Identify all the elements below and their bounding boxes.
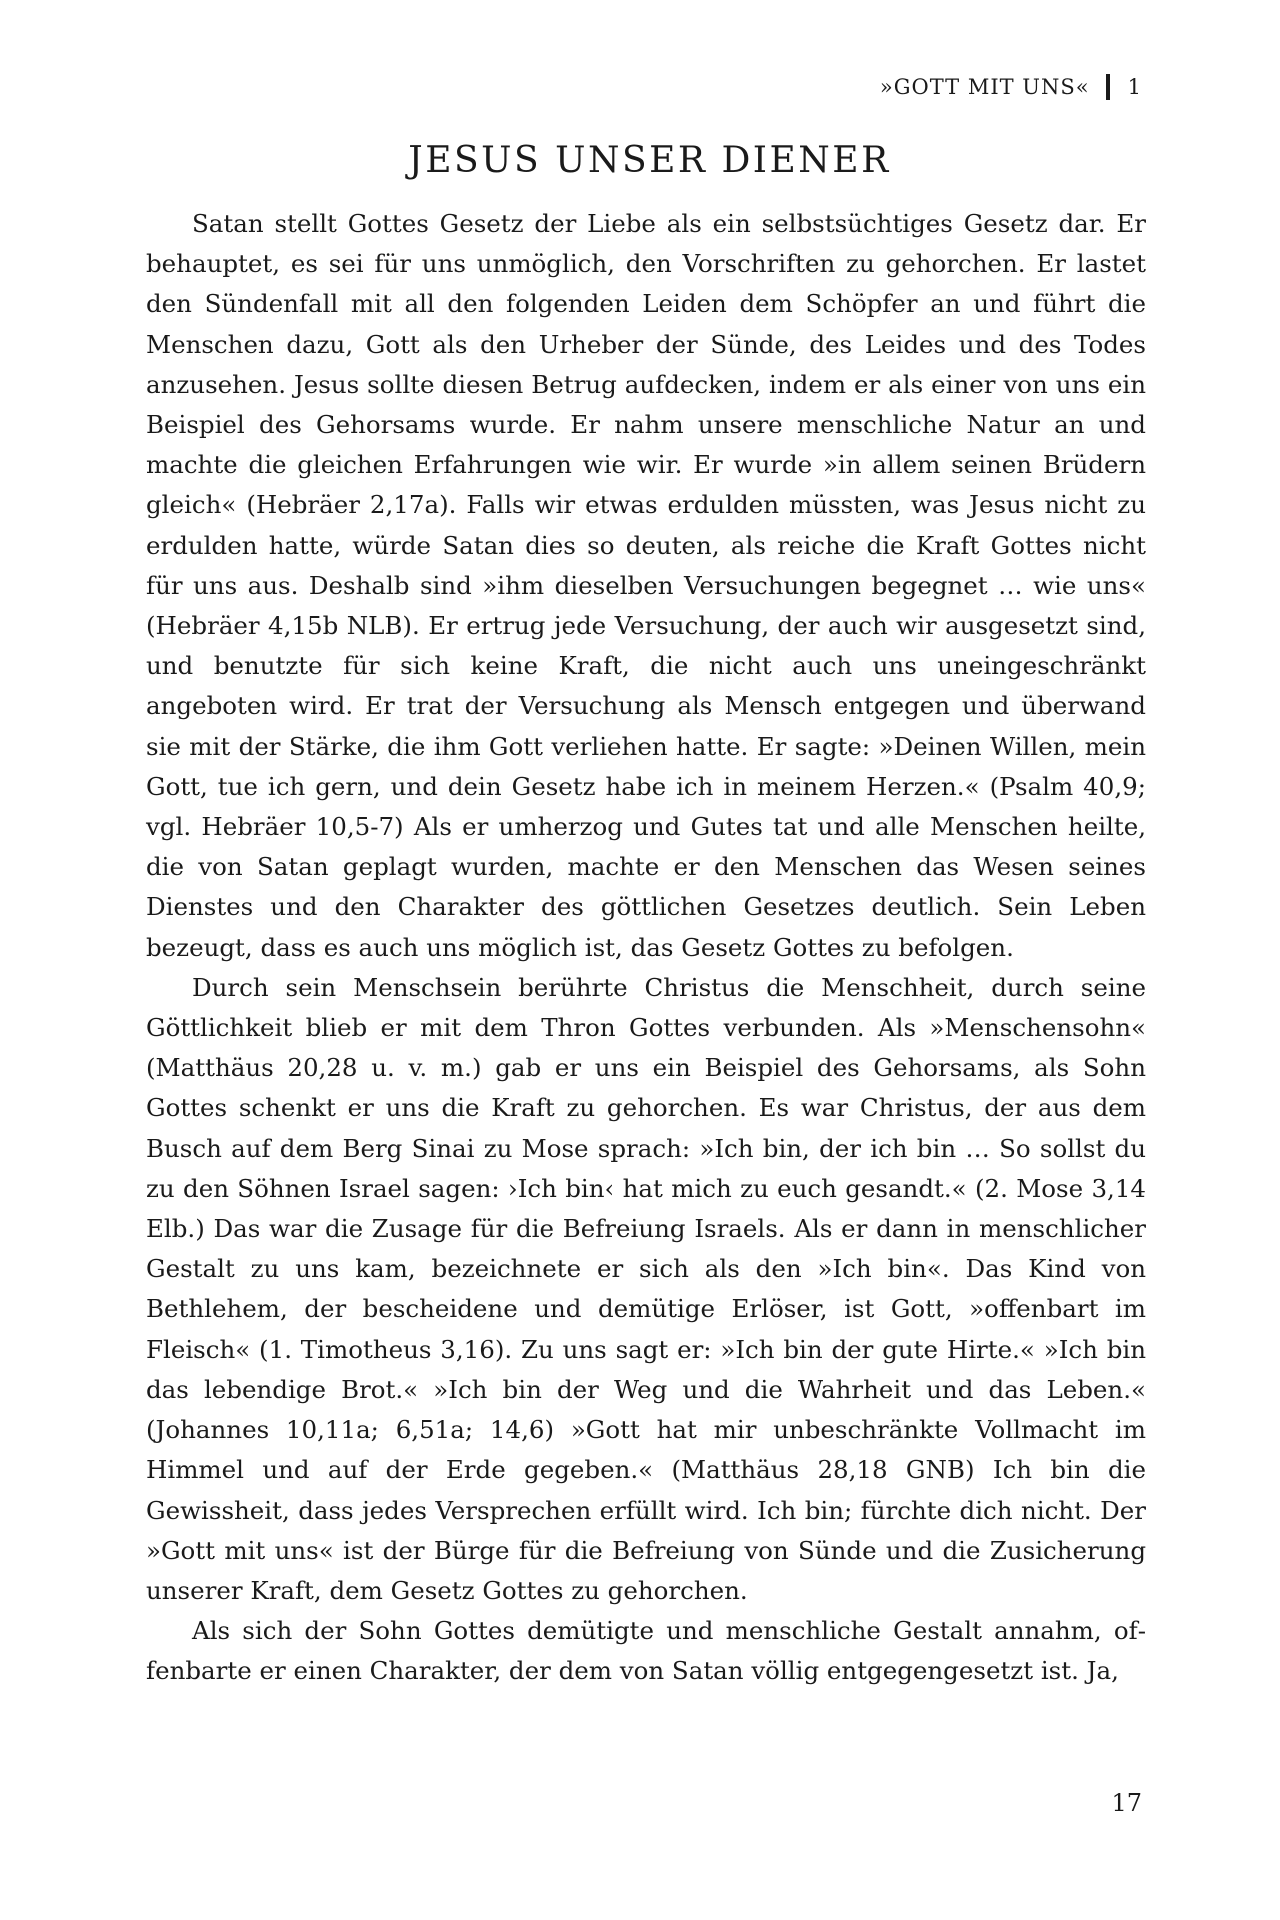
running-title: »GOTT MIT UNS«	[879, 75, 1090, 99]
chapter-title: JESUS UNSER DIENER	[408, 140, 891, 181]
running-head	[880, 72, 1142, 102]
chapter-number: 1	[1127, 75, 1142, 99]
paragraph-1: Satan stellt Gottes Gesetz der Liebe als ein selbstsüchtiges Gesetz dar. Er behauptet, es sei für uns unmöglich, den Vorschriften zu gehorchen. Er lastet den Sündenfall mit all den folgenden Leiden dem Schöpfer an und führt die Menschen dazu, Gott als den Urheber der Sünde, des Leides und des Todes anzusehen. Jesus sollte diesen Betrug aufdecken, indem er als einer von uns ein Beispiel des Gehorsams wurde. Er nahm unsere menschliche Natur an und machte die gleichen Erfahrungen wie wir. Er wurde »in allem seinen Brüdern gleich« (Hebräer 2,17a). Falls wir etwas erdulden müssten, was Jesus nicht zu erdulden hatte, würde Satan dies so deuten, als reiche die Kraft Gottes nicht für uns aus. Deshalb sind »ihm dieselben Versuchungen begegnet … wie uns« (Hebräer 4,15b NLB). Er ertrug jede Versuchung, der auch wir ausgesetzt sind, und benutzte für sich keine Kraft, die nicht auch uns uneingeschränkt angeboten wird. Er trat der Versuchung als Mensch entgegen und überwand sie mit der Stärke, die ihm Gott verliehen hatte. Er sagte: »Deinen Willen, mein Gott, tue ich gern, und dein Gesetz habe ich in meinem Herzen.« (Psalm 40,9; vgl. Hebräer 10,5-7) Als er umherzog und Gutes tat und alle Menschen heilte, die von Satan geplagt wurden, machte er den Menschen das Wesen seines Dienstes und den Charakter des göttlichen Gesetzes deutlich. Sein Leben bezeugt, dass es auch uns möglich ist, das Gesetz Gottes zu befolgen.	[146, 209, 1146, 962]
page-number: 17	[1111, 1789, 1142, 1817]
paragraph-3: Als sich der Sohn Gottes demütigte und menschliche Gestalt annahm, offenbarte er einen Charakter, der dem von Satan völlig entgegengesetzt ist. Ja,	[146, 1616, 1146, 1686]
body-text	[146, 204, 1146, 1692]
header-separator	[1106, 74, 1110, 100]
paragraph-2: Durch sein Menschsein berührte Christus die Menschheit, durch seine Göttlichkeit blieb er mit dem Thron Gottes verbunden. Als »Menschensohn« (Matthäus 20,28 u. v. m.) gab er uns ein Beispiel des Gehorsams, als Sohn Gottes schenkt er uns die Kraft zu gehorchen. Es war Christus, der aus dem Busch auf dem Berg Sinai zu Mose sprach: »Ich bin, der ich bin … So sollst du zu den Söhnen Israel sagen: ›Ich bin‹ hat mich zu euch gesandt.« (2. Mose 3,14 Elb.) Das war die Zusage für die Befreiung Israels. Als er dann in menschlicher Gestalt zu uns kam, bezeichnete er sich als den »Ich bin«. Das Kind von Bethlehem, der bescheidene und demütige Erlöser, ist Gott, »offenbart im Fleisch« (1. Timotheus 3,16). Zu uns sagt er: »Ich bin der gute Hirte.« »Ich bin das lebendige Brot.« »Ich bin der Weg und die Wahrheit und das Leben.« (Johannes 10,11a; 6,51a; 14,6) »Gott hat mir unbeschränkte Vollmacht im Himmel und auf der Erde gegeben.« (Matthäus 28,18 GNB) Ich bin die Gewissheit, dass jedes Versprechen erfüllt wird. Ich bin; fürchte dich nicht. Der »Gott mit uns« ist der Bürge für die Befreiung von Sünde und die Zusicherung unserer Kraft, dem Gesetz Gottes zu gehorchen.	[146, 972, 1146, 1605]
